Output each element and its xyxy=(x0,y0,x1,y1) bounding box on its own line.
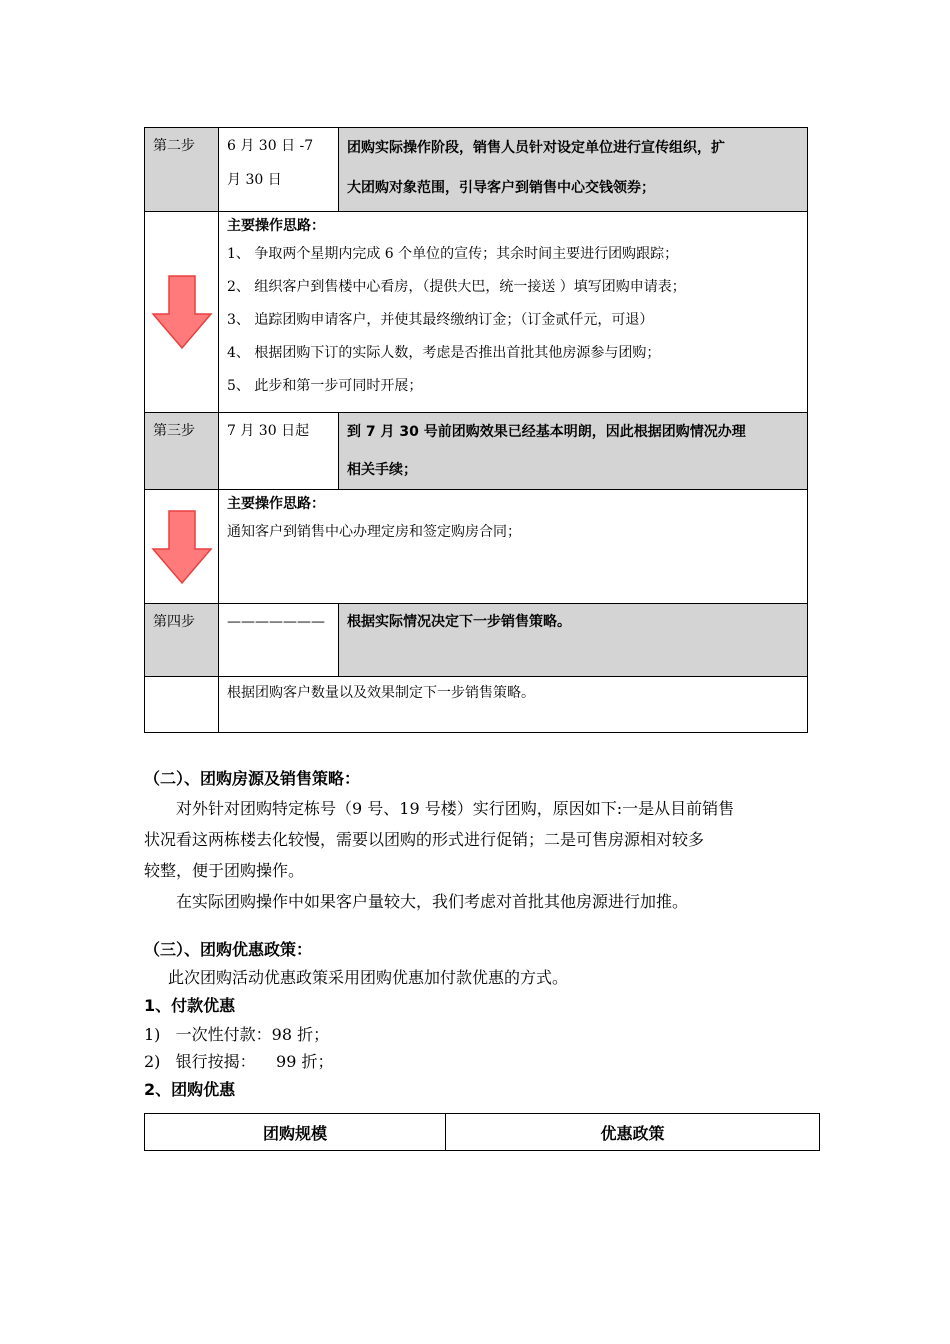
step2-date-line2: 月 30 日 xyxy=(227,172,282,188)
step3-date-cell xyxy=(219,413,339,490)
section2-para1-line: 状况看这两栋楼去化较慢，需要以团购的形式进行促销；二是可售房源相对较多 xyxy=(144,830,705,849)
step2-op-item: 2、 组织客户到售楼中心看房，（提供大巴，统一接送 ）填写团购申请表； xyxy=(227,279,686,295)
section-3 xyxy=(144,936,819,1105)
step4-label: 第四步 xyxy=(153,614,195,630)
payment-item: 2) 银行按揭： 99 折； xyxy=(144,1052,334,1071)
step3-ops-row xyxy=(145,490,808,604)
down-arrow-icon xyxy=(151,509,213,585)
step3-label-cell xyxy=(145,413,219,490)
step4-row xyxy=(145,604,808,677)
step2-op-item: 3、 追踪团购申请客户，并使其最终缴纳订金；（订金贰仟元，可退） xyxy=(227,312,654,328)
step2-op-item: 5、 此步和第一步可同时开展； xyxy=(227,378,423,394)
step2-arrow-cell xyxy=(145,212,219,413)
step2-op-item: 4、 根据团购下订的实际人数，考虑是否推出首批其他房源参与团购； xyxy=(227,345,661,361)
section2-para2: 在实际团购操作中如果客户量较大，我们考虑对首批其他房源进行加推。 xyxy=(176,892,689,911)
section2-heading: （二）、团购房源及销售策略： xyxy=(144,769,361,788)
group-heading: 2、团购优惠 xyxy=(144,1080,236,1099)
section-2 xyxy=(144,765,819,917)
step4-note-row xyxy=(145,677,808,733)
step2-ops-cell xyxy=(219,212,808,413)
steps-table xyxy=(144,127,808,733)
step3-ops-cell xyxy=(219,490,808,604)
section3-intro: 此次团购活动优惠政策采用团购优惠加付款优惠的方式。 xyxy=(168,968,569,987)
payment-item: 1) 一次性付款：98 折； xyxy=(144,1025,330,1044)
step4-date: ——————— xyxy=(227,614,325,630)
step4-label-cell xyxy=(145,604,219,677)
step4-note-cell xyxy=(219,677,808,733)
step3-ops-title: 主要操作思路： xyxy=(227,496,325,512)
step2-desc-cell xyxy=(339,128,808,212)
step2-label: 第二步 xyxy=(153,138,195,154)
section2-para1-line: 较整，便于团购操作。 xyxy=(144,861,305,880)
step2-label-cell xyxy=(145,128,219,212)
step2-ops-row xyxy=(145,212,808,413)
step3-desc-line2: 相关手续； xyxy=(347,462,417,478)
section3-heading: （三）、团购优惠政策： xyxy=(144,940,313,959)
step3-date: 7 月 30 日起 xyxy=(227,423,310,439)
step4-empty-cell xyxy=(145,677,219,733)
section2-para1-line: 对外针对团购特定栋号（9 号、19 号楼）实行团购，原因如下:一是从目前销售 xyxy=(176,799,735,818)
group-discount-header-row xyxy=(145,1114,820,1151)
step3-desc-line1: 到 7 月 30 号前团购效果已经基本明朗，因此根据团购情况办理 xyxy=(347,424,746,440)
header-group-scale: 团购规模 xyxy=(145,1114,446,1151)
group-discount-table xyxy=(144,1113,820,1151)
header-discount-policy: 优惠政策 xyxy=(446,1114,820,1151)
step2-row xyxy=(145,128,808,212)
step2-op-item: 1、 争取两个星期内完成 6 个单位的宣传；其余时间主要进行团购跟踪； xyxy=(227,246,679,262)
down-arrow-icon xyxy=(151,274,213,350)
step2-desc-line1: 团购实际操作阶段，销售人员针对设定单位进行宣传组织，扩 xyxy=(347,140,725,156)
step2-date-cell xyxy=(219,128,339,212)
step3-desc-cell xyxy=(339,413,808,490)
step3-label: 第三步 xyxy=(153,423,195,439)
step2-desc-line2: 大团购对象范围，引导客户到销售中心交钱领券； xyxy=(347,180,655,196)
step2-date-line1: 6 月 30 日 -7 xyxy=(227,138,314,154)
step4-note: 根据团购客户数量以及效果制定下一步销售策略。 xyxy=(227,685,535,701)
step4-desc: 根据实际情况决定下一步销售策略。 xyxy=(347,614,571,630)
payment-heading: 1、付款优惠 xyxy=(144,996,236,1015)
step3-arrow-cell xyxy=(145,490,219,604)
step3-op-item: 通知客户到销售中心办理定房和签定购房合同； xyxy=(227,524,521,540)
step4-desc-cell xyxy=(339,604,808,677)
step4-date-cell xyxy=(219,604,339,677)
step3-row xyxy=(145,413,808,490)
step2-ops-title: 主要操作思路： xyxy=(227,218,325,234)
